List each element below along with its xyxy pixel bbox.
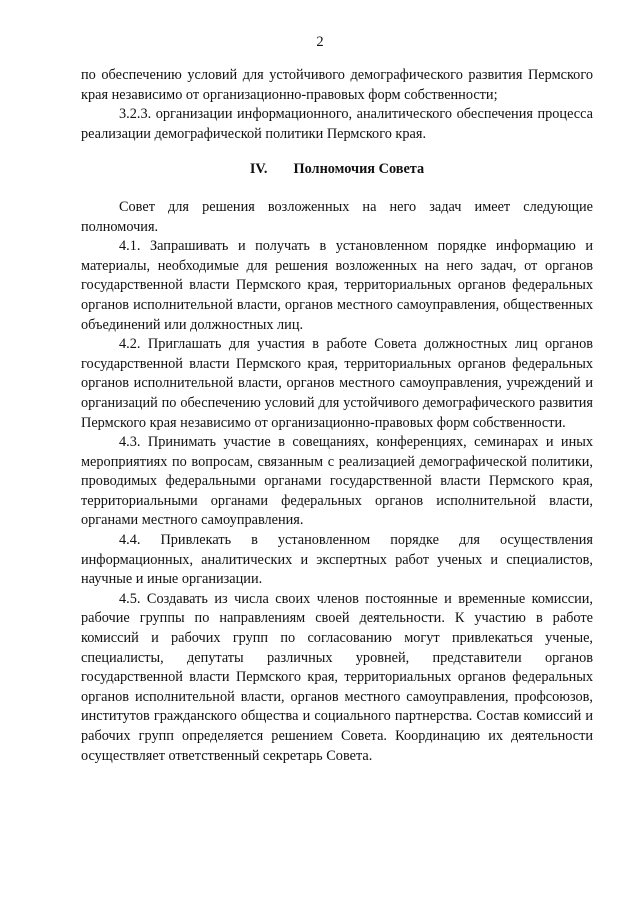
paragraph-continuation: по обеспечению условий для устойчивого демографического развития Пермского края независимо от организационно-правовых форм собственности; (81, 67, 593, 103)
section-heading (81, 160, 593, 180)
section-title: Полномочия Совета (293, 161, 425, 178)
page-number: 2 (316, 34, 324, 50)
paragraph-4-5: 4.5. Создавать из числа своих членов постоянные и временные комиссии, рабочие группы по направлениям своей деятельности. К участию в работе комиссий и рабочих групп по согласованию могут привлекаться ученые, специалисты, депутаты различных уровней, представители органов государственной власти Пермского края, территориальных органов федеральных органов исполнительной власти, органов местного самоуправления, профсоюзов, институтов гражданского общества и социального партнерства. Состав комиссий и рабочих групп определяется решением Совета. Координацию их деятельности осуществляет ответственный секретарь Совета. (81, 590, 593, 764)
paragraph-4-2: 4.2. Приглашать для участия в работе Совета должностных лиц органов государственной власти Пермского края, территориальных органов федеральных органов исполнительной власти, органов местного самоуправления, учреждений и организаций по обеспечению условий для устойчивого демографического развития Пермского края независимо от организационно-правовых форм собственности. (81, 336, 593, 431)
paragraph-4-1: 4.1. Запрашивать и получать в установленном порядке информацию и материалы, необходимые для решения возложенных на него задач, от органов государственной власти Пермского края, территориальных органов федеральных органов исполнительной власти, органов местного самоуправления, общественных объединений или должностных лиц. (81, 238, 593, 333)
document-body (81, 66, 593, 766)
section-number: IV. (249, 161, 268, 178)
paragraph-4-4: 4.4. Привлекать в установленном порядке для осуществления информационных, аналитических и экспертных работ ученых и специалистов, научные и иные организации. (81, 532, 593, 588)
paragraph-3-2-3: 3.2.3. организации информационного, аналитического обеспечения процесса реализации демографической политики Пермского края. (81, 106, 593, 142)
paragraph-4-3: 4.3. Принимать участие в совещаниях, конференциях, семинарах и иных мероприятиях по вопросам, связанным с реализацией демографической политики, проводимых федеральными органами государственной власти Пермского края, территориальными органами федеральных органов исполнительной власти, органами местного самоуправления. (81, 434, 593, 529)
paragraph-intro: Совет для решения возложенных на него задач имеет следующие полномочия. (81, 198, 593, 235)
